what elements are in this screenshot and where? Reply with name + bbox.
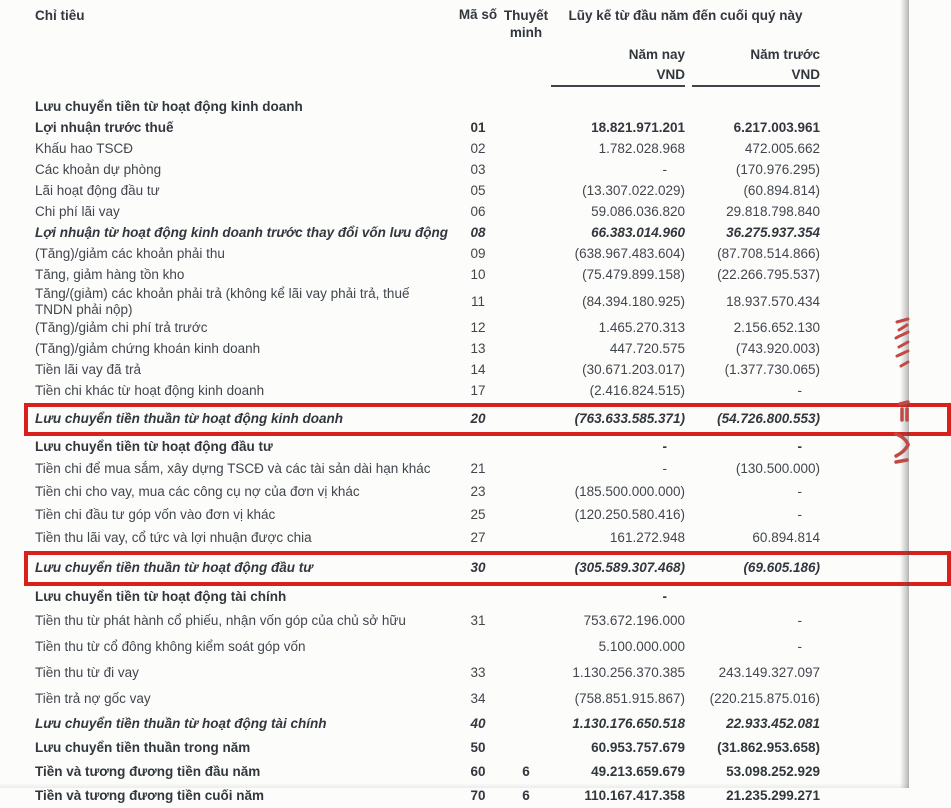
row-label: (Tăng)/giảm các khoản phải thu: [35, 246, 225, 262]
row-code: 17: [470, 383, 486, 399]
value-current: (2.416.824.515): [589, 383, 685, 399]
row-code: 21: [470, 461, 486, 477]
row-label: Lợi nhuận trước thuế: [35, 120, 174, 136]
value-current: 49.213.659.679: [591, 763, 685, 779]
value-prior: 243.149.327.097: [718, 664, 820, 680]
table-row: [35, 527, 909, 550]
table-row-highlighted: [35, 557, 909, 580]
value-prior: (1.377.730.065): [724, 362, 820, 378]
row-label: Các khoản dự phòng: [35, 162, 162, 178]
value-prior: 60.894.814: [752, 530, 820, 546]
table-row: [35, 181, 909, 202]
value-current: (13.307.022.029): [582, 183, 685, 199]
value-prior: (22.266.795.537): [717, 267, 820, 283]
table-row-highlighted: [35, 409, 909, 430]
row-note: 6: [522, 763, 530, 779]
row-label: Tăng/(giảm) các khoản phải trả (không kể lãi vay phải trả, thuế TNDN phải nộp): [35, 285, 410, 317]
row-label: Lưu chuyển tiền thuần từ hoạt động kinh doanh: [35, 411, 344, 427]
row-label: Lưu chuyển tiền thuần từ hoạt động tài chính: [35, 715, 327, 731]
value-prior: -: [797, 484, 802, 500]
col-header-period: Lũy kế từ đầu năm đến cuối quý này: [568, 8, 803, 23]
value-prior: 53.098.252.929: [726, 763, 820, 779]
row-label: Tiền lãi vay đã trả: [35, 362, 142, 378]
value-prior: -: [797, 507, 802, 523]
row-code: 02: [470, 141, 486, 157]
value-prior: (130.500.000): [735, 461, 820, 477]
col-header-note: Thuyết minh: [503, 8, 549, 40]
col-header-code: Mã số: [458, 7, 498, 22]
value-current: 753.672.196.000: [583, 612, 685, 628]
table-row: [35, 223, 909, 244]
value-prior: (220.215.875.016): [709, 690, 820, 706]
value-prior: 22.933.452.081: [726, 715, 820, 731]
row-code: 09: [470, 246, 486, 262]
value-current: (763.633.585.371): [574, 411, 685, 427]
row-label: Lưu chuyển tiền từ hoạt động kinh doanh: [35, 99, 303, 115]
table-row: [35, 339, 909, 360]
table-row: [35, 139, 909, 160]
value-prior: 6.217.003.961: [733, 120, 820, 136]
value-prior: (31.862.953.658): [717, 739, 820, 755]
table-row: [35, 458, 909, 481]
table-row: [35, 760, 909, 784]
row-label: Lưu chuyển tiền từ hoạt động đầu tư: [35, 439, 273, 455]
value-current: -: [662, 461, 667, 477]
currency-label-current: VND: [551, 62, 685, 87]
value-prior: 29.818.798.840: [726, 204, 820, 220]
value-current: -: [662, 589, 667, 605]
row-code: 10: [470, 267, 486, 283]
currency-label-prior: VND: [692, 62, 820, 87]
table-row: [35, 97, 909, 118]
row-code: 06: [470, 204, 486, 220]
row-label: Tiền và tương đương tiền cuối năm: [35, 787, 265, 803]
row-code: 31: [470, 612, 486, 628]
table-row: [35, 265, 909, 286]
row-label: (Tăng)/giảm chi phí trả trước: [35, 320, 208, 336]
table-row: [35, 504, 909, 527]
row-label: Lưu chuyển tiền thuần trong năm: [35, 739, 251, 755]
value-current: -: [662, 439, 667, 455]
row-note: 6: [522, 787, 530, 803]
row-code: 05: [470, 183, 486, 199]
row-label: Khấu hao TSCĐ: [35, 141, 134, 157]
row-code: 23: [470, 484, 486, 500]
value-prior: 472.005.662: [744, 141, 820, 157]
value-prior: -: [797, 638, 802, 654]
value-prior: 2.156.652.130: [733, 320, 820, 336]
row-code: 70: [470, 787, 486, 803]
value-current: (758.851.915.867): [574, 690, 685, 706]
row-label: Tiền thu lãi vay, cổ tức và lợi nhuận được chia: [35, 530, 312, 546]
table-row: [35, 712, 909, 736]
value-prior: 21.235.299.271: [726, 787, 820, 803]
scan-bottom-shadow: [0, 783, 909, 788]
value-current: 18.821.971.201: [591, 120, 685, 136]
row-code: 30: [470, 560, 486, 576]
table-row: [35, 660, 909, 686]
col-header-current: Năm nay: [628, 46, 685, 62]
value-current: (120.250.580.416): [574, 507, 685, 523]
value-current: (30.671.203.017): [582, 362, 685, 378]
table-row: [35, 244, 909, 265]
row-code: 27: [470, 530, 486, 546]
value-current: 1.130.176.650.518: [572, 715, 685, 731]
table-row: [35, 437, 909, 458]
row-code: 34: [470, 690, 486, 706]
table-row: [35, 634, 909, 660]
table-rows: [35, 97, 909, 808]
row-label: Tiền và tương đương tiền đầu năm: [35, 763, 261, 779]
value-current: -: [662, 162, 667, 178]
value-prior: -: [797, 612, 802, 628]
row-code: 01: [470, 120, 486, 136]
col-header-item: Chỉ tiêu: [35, 8, 85, 23]
table-row: [35, 481, 909, 504]
value-current: (305.589.307.468): [574, 560, 685, 576]
value-prior: -: [797, 439, 802, 455]
table-header: [35, 8, 909, 87]
row-code: 40: [470, 715, 486, 731]
value-prior: (60.894.814): [743, 183, 820, 199]
value-current: 59.086.036.820: [591, 204, 685, 220]
table-row: [35, 318, 909, 339]
value-prior: (69.605.186): [743, 560, 820, 576]
row-label: Tiền chi khác từ hoạt động kinh doanh: [35, 383, 265, 399]
table-row: [35, 360, 909, 381]
row-code: 14: [470, 362, 486, 378]
row-label: Chi phí lãi vay: [35, 204, 120, 220]
table-row: [35, 736, 909, 760]
row-code: 20: [470, 411, 486, 427]
row-label: Lợi nhuận từ hoạt động kinh doanh trước thay đổi vốn lưu động: [35, 225, 449, 241]
row-code: 33: [470, 664, 486, 680]
row-code: 12: [470, 320, 486, 336]
table-row: [35, 381, 909, 402]
value-current: 66.383.014.960: [591, 225, 685, 241]
table-row: [35, 587, 909, 608]
row-label: Tiền chi đầu tư góp vốn vào đơn vị khác: [35, 507, 276, 523]
row-label: Tiền thu từ cổ đông không kiểm soát góp vốn: [35, 638, 306, 654]
value-current: (638.967.483.604): [574, 246, 685, 262]
value-prior: (54.726.800.553): [717, 411, 820, 427]
value-current: 5.100.000.000: [598, 638, 685, 654]
row-label: Tiền chi để mua sắm, xây dựng TSCĐ và các tài sản dài hạn khác: [35, 461, 431, 477]
value-current: 161.272.948: [609, 530, 685, 546]
value-current: 1.465.270.313: [598, 320, 685, 336]
row-label: Lưu chuyển tiền thuần từ hoạt động đầu tư: [35, 560, 313, 576]
value-current: 60.953.757.679: [591, 739, 685, 755]
value-current: (75.479.899.158): [582, 267, 685, 283]
row-label: (Tăng)/giảm chứng khoán kinh doanh: [35, 341, 261, 357]
row-label: Tăng, giảm hàng tồn kho: [35, 267, 185, 283]
table-row: [35, 202, 909, 223]
row-code: 11: [470, 293, 485, 309]
table-row: [35, 118, 909, 139]
value-current: 1.130.256.370.385: [572, 664, 685, 680]
table-row: [35, 160, 909, 181]
row-label: Lưu chuyển tiền từ hoạt động tài chính: [35, 589, 287, 605]
value-current: 1.782.028.968: [598, 141, 685, 157]
value-current: 447.720.575: [609, 341, 685, 357]
value-current: (84.394.180.925): [582, 293, 685, 309]
scan-edge-shadow: [900, 0, 909, 788]
row-label: Tiền thu từ đi vay: [35, 664, 139, 680]
value-prior: (170.976.295): [735, 162, 820, 178]
value-prior: 36.275.937.354: [726, 225, 820, 241]
value-prior: 18.937.570.434: [726, 293, 820, 309]
row-code: 03: [470, 162, 486, 178]
col-header-prior: Năm trước: [750, 46, 820, 62]
row-label: Tiền chi cho vay, mua các công cụ nợ của đơn vị khác: [35, 484, 360, 500]
table-row: [35, 286, 909, 318]
row-label: Lãi hoạt động đầu tư: [35, 183, 160, 199]
value-current: (185.500.000.000): [574, 484, 685, 500]
row-code: 60: [470, 763, 486, 779]
row-label: Tiền trả nợ gốc vay: [35, 690, 151, 706]
row-label: Tiền thu từ phát hành cổ phiếu, nhận vốn góp của chủ sở hữu: [35, 612, 406, 628]
table-row: [35, 686, 909, 712]
value-prior: -: [797, 383, 802, 399]
row-code: 13: [470, 341, 486, 357]
row-code: 50: [470, 739, 486, 755]
value-prior: (743.920.003): [735, 341, 820, 357]
value-prior: (87.708.514.866): [717, 246, 820, 262]
row-code: 08: [470, 225, 486, 241]
value-current: 110.167.417.358: [584, 787, 685, 803]
table-row: [35, 608, 909, 634]
row-code: 25: [470, 507, 486, 523]
